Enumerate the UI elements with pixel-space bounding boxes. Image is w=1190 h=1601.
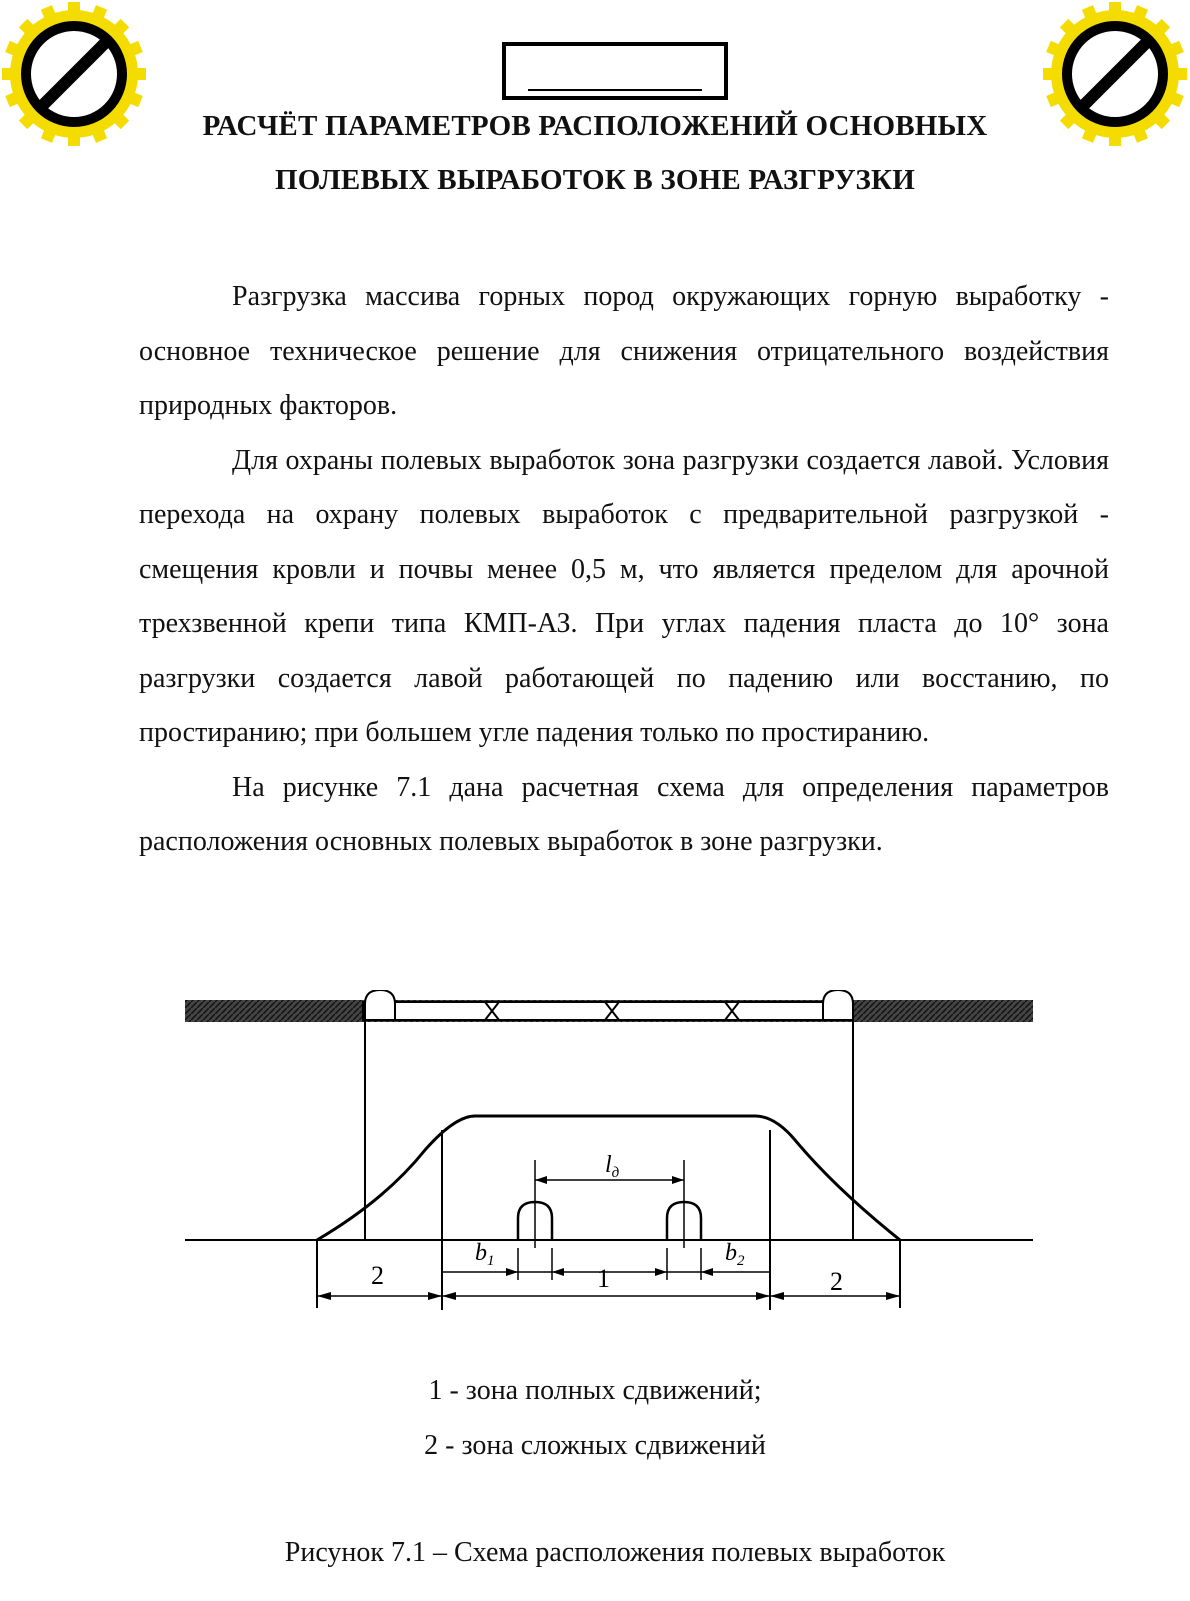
body-text xyxy=(139,270,1109,870)
unloading-zone-diagram xyxy=(185,990,1045,1330)
distance-label: $l_д$ xyxy=(605,1152,620,1181)
unloading-zone-outline xyxy=(317,1116,900,1240)
page-title-line-2: ПОЛЕВЫХ ВЫРАБОТОК В ЗОНЕ РАЗГРУЗКИ xyxy=(275,164,915,196)
figure-caption: Рисунок 7.1 – Схема расположения полевых выработок xyxy=(284,1537,946,1568)
drift-left xyxy=(365,990,395,1020)
legend-item: 2 - зона сложных сдвижений xyxy=(424,1430,766,1461)
page-title-line-1: РАСЧЁТ ПАРАМЕТРОВ РАСПОЛОЖЕНИЙ ОСНОВНЫХ xyxy=(202,110,988,142)
b1-label: $b_1$ xyxy=(475,1240,495,1269)
zone-1-label: 1 xyxy=(597,1264,610,1293)
header-box xyxy=(502,42,728,100)
legend-item: 1 - зона полных сдвижений; xyxy=(428,1375,762,1406)
zone-2-right-label: 2 xyxy=(830,1267,843,1296)
paragraph: Для охраны полевых выработок зона разгрузки создается лавой. Условия перехода на охрану полевых выработок с предварительной разгрузкой - смещения кровли и почвы менее 0,5 м, что является пределом для арочной трехзвенной крепи типа КМП-АЗ. При углах падения пласта до 10° зона разгрузки создается лавой работающей по падению или восстанию, по простиранию; при большем угле падения только по простиранию. xyxy=(139,444,1109,748)
b2-label: $b_2$ xyxy=(725,1240,745,1269)
drift-right xyxy=(823,990,853,1020)
paragraph: На рисунке 7.1 дана расчетная схема для определения параметров расположения основных полевых выработок в зоне разгрузки. xyxy=(139,771,1109,857)
paragraph: Разгрузка массива горных пород окружающих горную выработку - основное техническое решение для снижения отрицательного воздействия природных факторов. xyxy=(139,281,1109,421)
zone-2-left-label: 2 xyxy=(371,1261,384,1290)
